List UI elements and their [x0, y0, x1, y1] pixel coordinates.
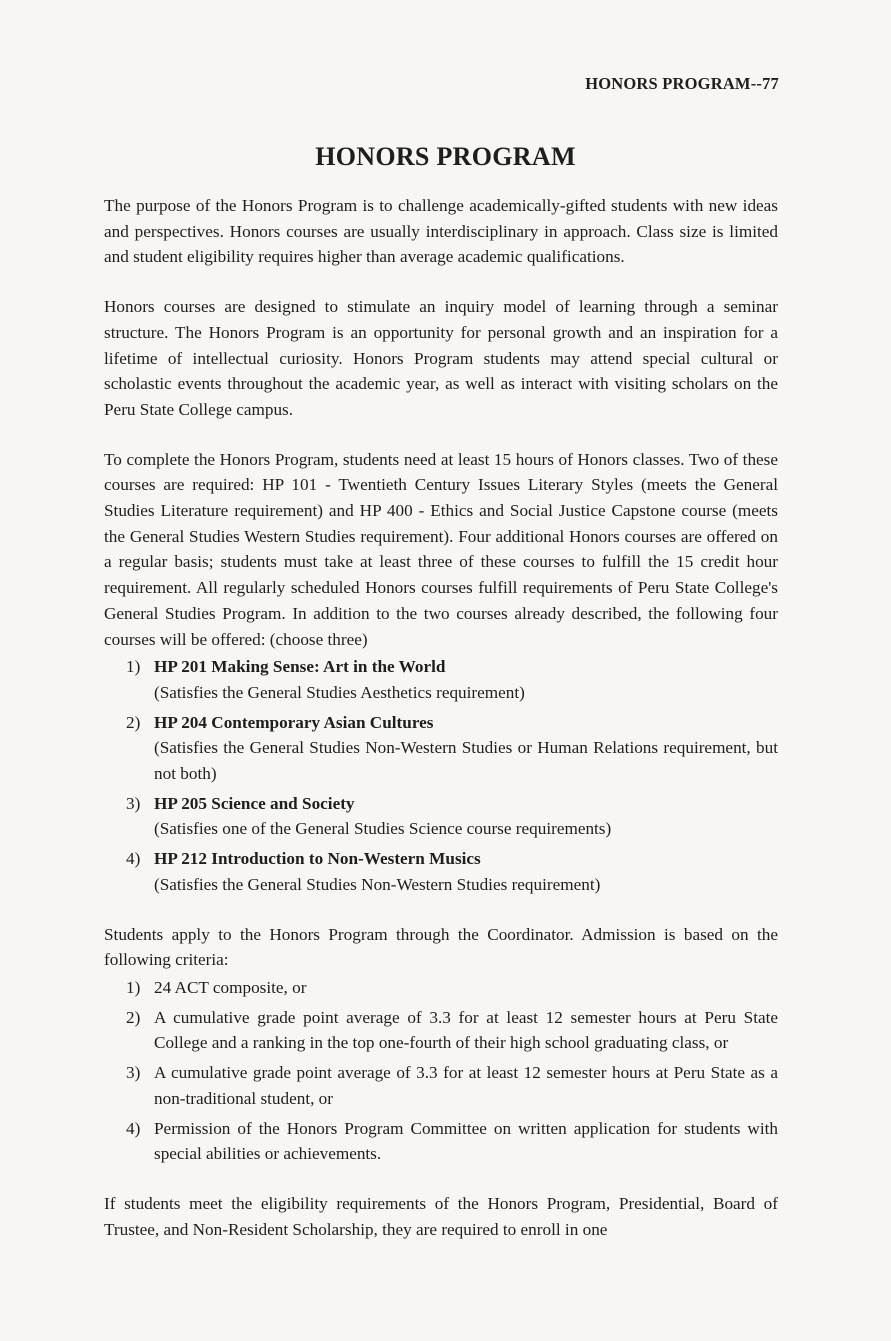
criterion-text: 24 ACT composite, or [154, 977, 307, 997]
course-number: 1) [126, 657, 141, 677]
criteria-list [104, 975, 778, 1167]
criterion-number: 3) [126, 1063, 141, 1083]
course-title: HP 205 Science and Society [154, 793, 355, 813]
paragraph-purpose: The purpose of the Honors Program is to challenge academically-gifted students with new ideas and perspectives. Honors courses are usually interdisciplinary in approach. Class size is limited and student eligibility requires higher than average academic qualifications. [104, 196, 778, 267]
criterion-text: A cumulative grade point average of 3.3 for at least 12 semester hours at Peru State as a non-traditional student, or [154, 1063, 778, 1108]
list-item-criterion [104, 1005, 778, 1056]
list-item-course [104, 846, 778, 897]
paragraph-closing: If students meet the eligibility requirements of the Honors Program, Presidential, Board of Trustee, and Non-Resident Scholarship, they are required to enroll in one [104, 1193, 778, 1239]
course-note: (Satisfies one of the General Studies Science course requirements) [154, 819, 612, 839]
paragraph-design: Honors courses are designed to stimulate an inquiry model of learning through a seminar structure. The Honors Program is an opportunity for personal growth and an inspiration for a lifetime of intellectual curiosity. Honors Program students may attend special cultural or scholastic events throughout the academic year, as well as interact with visiting scholars on the Peru State College campus. [104, 297, 778, 419]
paragraph-admission: Students apply to the Honors Program through the Coordinator. Admission is based on the following criteria: [104, 924, 778, 970]
criterion-text: Permission of the Honors Program Committee on written application for students with special abilities or achievements. [154, 1118, 778, 1164]
page-title: HONORS PROGRAM [315, 142, 576, 171]
list-item-course [104, 791, 778, 842]
course-list [104, 654, 778, 897]
course-note: (Satisfies the General Studies Aesthetics requirement) [154, 682, 525, 702]
course-title: HP 201 Making Sense: Art in the World [154, 657, 446, 677]
course-title: HP 204 Contemporary Asian Cultures [154, 712, 434, 732]
running-head: HONORS PROGRAM--77 [585, 74, 779, 93]
course-number: 3) [126, 793, 141, 813]
criterion-number: 1) [126, 977, 141, 997]
criterion-number: 4) [126, 1118, 141, 1138]
course-note: (Satisfies the General Studies Non-Western Studies requirement) [154, 874, 601, 894]
course-title: HP 212 Introduction to Non-Western Musics [154, 849, 481, 869]
list-item-criterion [104, 1060, 778, 1111]
list-item-criterion [104, 975, 778, 1001]
criterion-number: 2) [126, 1007, 141, 1027]
list-item-course [104, 710, 778, 787]
criterion-text: A cumulative grade point average of 3.3 for at least 12 semester hours at Peru State College and a ranking in the top one-fourth of their high school graduating class, or [154, 1007, 778, 1053]
course-number: 4) [126, 849, 141, 869]
body-content [104, 193, 778, 1266]
course-note: (Satisfies the General Studies Non-Western Studies or Human Relations requirement, but not both) [154, 738, 778, 784]
list-item-criterion [104, 1116, 778, 1167]
paragraph-requirements: To complete the Honors Program, students need at least 15 hours of Honors classes. Two of these courses are required: HP 101 - Twentieth Century Issues Literary Styles (meets the General Studies Literature requirement) and HP 400 - Ethics and Social Justice Capstone course (meets the General Studies Western Studies requirement). Four additional Honors courses are offered on a regular basis; students must take at least three of these courses to fulfill the 15 credit hour requirement. All regularly scheduled Honors courses fulfill requirements of Peru State College's General Studies Program. In addition to the two courses already described, the following four courses will be offered: (choose three) [104, 449, 778, 649]
course-number: 2) [126, 712, 141, 732]
list-item-course [104, 654, 778, 705]
